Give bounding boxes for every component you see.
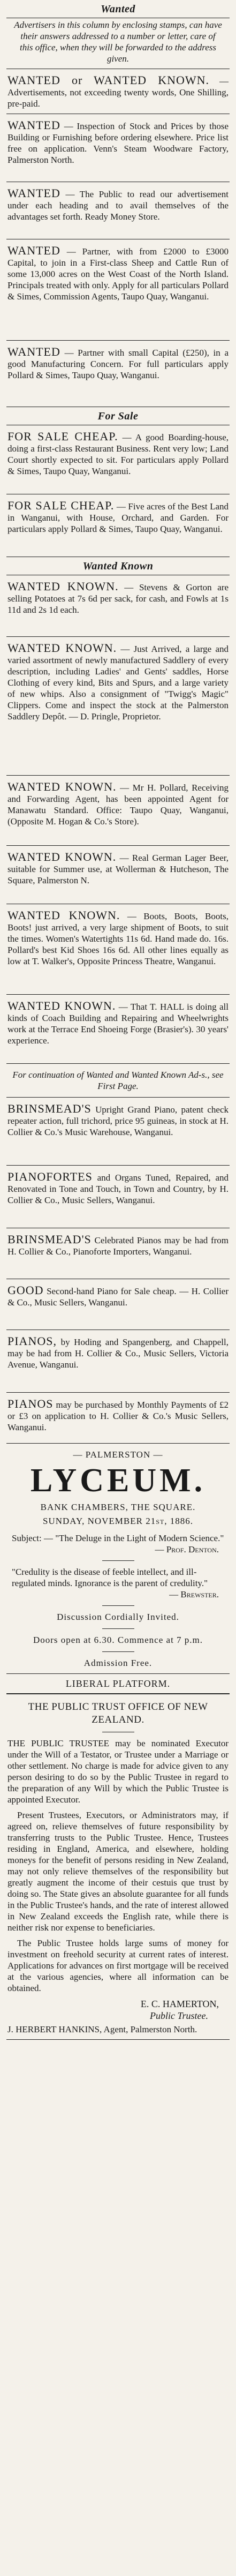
ad-wanted-known bbox=[6, 69, 230, 114]
ad-body: — Mr H. Pollard, Receiving and Forwarding Agent, has been appointed Agent for Manawatu Standard. Office: Taupo Quay, Wanganui, (Opposite M. Hogan & Co.'s Store). bbox=[7, 783, 229, 827]
public-trust-para-3: The Public Trustee holds large sums of money for investment on freehold security at current rates of interest. Applications for advances on first mortgage will be received at the various agencies, where all information can be obtained. bbox=[7, 1938, 229, 1993]
ad-body: — Real German Lager Beer, suitable for Summer use, at Wollerman & Hutcheson, The Square, Palmerston N. bbox=[7, 853, 229, 885]
ad-lead: FOR SALE CHEAP. bbox=[7, 430, 118, 443]
section-heading-wanted: Wanted bbox=[6, 0, 230, 18]
ad-body: — Just Arrived, a large and varied assortment of newly manufactured Saddlery of every description, including Ladies' and Gents' saddles, Horse Clothing of every kind, Bits and Spurs, and a large variety of new whips. Also a consignment of "Twigg's Magic" Clippers. Come and inspect the stock at the Palmerston Saddlery Depôt. — D. Pringle, Proprietor. bbox=[7, 644, 229, 722]
ad-lead: WANTED bbox=[7, 118, 60, 132]
ad-body: — Inspection of Stock and Prices by those Building or Furnishing before ordering elsewhere. Price list free on application. Venn's Steam Woodware Factory, Palmerston North. bbox=[7, 121, 229, 165]
ad-wk-potatoes bbox=[6, 575, 230, 637]
lyceum-quote-attr: — Brewster. bbox=[169, 1589, 219, 1599]
ad-lead: PIANOS bbox=[7, 1397, 54, 1410]
lyceum-quote-text: "Credulity is the disease of feeble intellect, and ill-regulated minds. Ignorance is the parent of credulity." bbox=[12, 1567, 208, 1588]
ad-lead: BRINSMEAD'S bbox=[7, 1102, 92, 1115]
ad-lead: WANTED bbox=[7, 244, 60, 257]
ad-lead: WANTED KNOWN. bbox=[7, 641, 117, 655]
ad-wk-lager bbox=[6, 846, 230, 904]
ad-wk-hall bbox=[6, 995, 230, 1064]
lyceum-discussion: Discussion Cordially Invited. bbox=[57, 1612, 179, 1622]
public-trust-agent: J. HERBERT HANKINS, Agent, Palmerston North. bbox=[6, 2022, 230, 2040]
divider bbox=[102, 1651, 134, 1652]
lyceum-quote bbox=[6, 1564, 230, 1602]
divider bbox=[102, 1628, 134, 1629]
ad-pianos-hoding bbox=[6, 1330, 230, 1393]
public-trust-notice bbox=[6, 1694, 230, 2040]
lyceum-town: — PALMERSTON — bbox=[73, 1450, 163, 1460]
ad-for-sale-boarding bbox=[6, 425, 230, 494]
ad-lead: WANTED bbox=[7, 186, 60, 200]
ad-piano-second-hand bbox=[6, 1279, 230, 1330]
ad-body: by Hoding and Spangenberg, and Chappell, may be had from H. Collier & Co., Music Sellers, Victoria Avenue, Wanganui. bbox=[7, 1337, 229, 1370]
public-trust-para-1: THE PUBLIC TRUSTEE may be nominated Executor under the Will of a Testator, or Trustee under a Marriage or other settlement. No charge is made for advice given to any person desiring to do so by the Public Trustee in regard to the preparation of any Will by which the Public Trustee is appointed Executor. bbox=[7, 1738, 229, 1805]
ad-body: Second-hand Piano for Sale cheap. — H. Collier & Co., Music Sellers, Wanganui. bbox=[7, 1286, 229, 1308]
ad-piano-brinsmead-celebrated bbox=[6, 1228, 230, 1279]
ad-lead: WANTED KNOWN. bbox=[7, 780, 117, 793]
ad-wk-pollard bbox=[6, 776, 230, 846]
ad-body: may be purchased by Monthly Payments of £2 or £3 on application to H. Collier & Co.'s Music Sellers, Wanganui. bbox=[7, 1400, 229, 1432]
ad-lead: GOOD bbox=[7, 1283, 44, 1297]
ad-wanted-inspection bbox=[6, 114, 230, 182]
public-trust-sig-title: Public Trustee. bbox=[150, 2010, 208, 2021]
lyceum-venue: BANK CHAMBERS, THE SQUARE. bbox=[40, 1502, 196, 1512]
lyceum-subject-attr: — Prof. Denton. bbox=[155, 1544, 219, 1554]
ad-body: — That T. HALL is doing all kinds of Coach Building and Repairing and Wheelwrights work at the Terrace End Shoeing Forge (Brasier's). 30 years' experience. bbox=[7, 1002, 229, 1046]
divider bbox=[102, 1605, 134, 1606]
divider bbox=[102, 1560, 134, 1561]
ad-wanted-partner-large bbox=[6, 239, 230, 341]
ad-lead: WANTED KNOWN. bbox=[7, 580, 119, 593]
ad-pianofortes-tuned bbox=[6, 1166, 230, 1228]
ad-body: — Advertisements, not exceeding twenty words, One Shilling, pre-paid. bbox=[7, 76, 229, 109]
ad-lead: PIANOFORTES bbox=[7, 1170, 93, 1183]
public-trust-para-2: Present Trustees, Executors, or Administrators may, if agreed on, relieve themselves of future responsibility by transferring trusts to the Public Trustee. Hence, Trustees residing in England, America, and elsewhere, holding moneys for the benefit of persons residing in New Zealand, may not only relieve themselves of the responsibility but greatly augment the income of their cestuis que trust by doing so. The State gives an absolute guarantee for all funds in the Public Trustee's hands, and the rate of interest allowed in New Zealand exceeds the English rate, while there is neither risk nor expense to beneficiaries. bbox=[7, 1810, 229, 1933]
section-heading-for-sale: For Sale bbox=[6, 407, 230, 425]
ad-body: Upright Grand Piano, patent check repeater action, full trichord, price 95 guineas, in stock at H. Collier & Co.'s Music Warehouse, Wanganui. bbox=[7, 1105, 229, 1137]
wanted-intro: Advertisers in this column by enclosing stamps, can have their answers addressed to a number or letter, care of this office, when they will be forwarded to the address given. bbox=[6, 18, 230, 69]
public-trust-signature: E. C. HAMERTON, bbox=[140, 1999, 219, 2009]
ad-piano-brinsmead-upright bbox=[6, 1098, 230, 1166]
ad-lead: PIANOS, bbox=[7, 1334, 57, 1348]
ad-body: — Five acres of the Best Land in Wanganui, with House, Orchard, and Garden. For particulars apply Pollard & Simes, Taupo Quay, Wanganui. bbox=[7, 501, 229, 534]
ad-body: — Stevens & Gorton are selling Potatoes at 7s 6d per sack, for cash, and Fowls at 1s 11d and 2s 1d each. bbox=[7, 582, 229, 615]
public-trust-title: THE PUBLIC TRUST OFFICE OF NEW ZEALAND. bbox=[28, 1701, 208, 1725]
ad-body: — Partner with small Capital (£250), in a good Manufacturing Concern. For full particulars apply Pollard & Simes, Taupo Quay, Wanganui. bbox=[7, 348, 229, 380]
ad-lead: WANTED KNOWN. bbox=[7, 850, 117, 863]
ad-body: and Organs Tuned, Repaired, and Renovated in Tone and Touch, in Town and Country, by H. Collier & Co., Music Sellers, Wanganui. bbox=[7, 1173, 229, 1205]
ad-body: — Boots, Boots, Boots, Boots! just arrived, a very large shipment of Boots, to suit the times. Women's Watertights 11s 6d. Hand made do. 16s. Pollard's best Kid Shoes 16s 6d. All other lines equally as low at T. Walker's, Opposite Princess Theatre, Wanganui. bbox=[7, 911, 229, 966]
lyceum-admission: Admission Free. bbox=[83, 1658, 153, 1668]
ad-lead: WANTED KNOWN. bbox=[7, 999, 116, 1012]
ad-lead: WANTED KNOWN. bbox=[7, 908, 120, 922]
ad-body: Celebrated Pianos may be had from H. Collier & Co., Pianoforte Importers, Wanganui. bbox=[7, 1235, 229, 1257]
ad-wanted-partner-small bbox=[6, 341, 230, 407]
ad-wk-saddlery bbox=[6, 637, 230, 776]
ad-lead: FOR SALE CHEAP. bbox=[7, 499, 115, 512]
lyceum-platform: LIBERAL PLATFORM. bbox=[6, 1673, 230, 1694]
newspaper-column bbox=[6, 0, 230, 2040]
ad-lead: WANTED bbox=[7, 345, 60, 358]
ad-lead: WANTED or WANTED KNOWN. bbox=[7, 73, 210, 87]
section-heading-wanted-known: Wanted Known bbox=[6, 557, 230, 575]
lyceum-notice bbox=[6, 1444, 230, 1694]
ad-body: — The Public to read our advertisement under each heading and to avail themselves of the advantages set forth. Ready Money Store. bbox=[7, 189, 229, 222]
ad-body: — A good Boarding-house, doing a first-class Restaurant Business. Rent very low; Land Court shortly expected to sit. For particulars apply Pollard & Simes, Taupo Quay, Wanganui. bbox=[7, 432, 229, 476]
lyceum-doors: Doors open at 6.30. Commence at 7 p.m. bbox=[33, 1635, 203, 1645]
wanted-known-continuation-note: For continuation of Wanted and Wanted Known Ad-s., see First Page. bbox=[6, 1064, 230, 1098]
ad-pianos-monthly bbox=[6, 1393, 230, 1444]
ad-lead: BRINSMEAD'S bbox=[7, 1233, 92, 1246]
ad-for-sale-land bbox=[6, 494, 230, 557]
ad-wanted-public bbox=[6, 182, 230, 239]
lyceum-subject bbox=[6, 1530, 230, 1557]
ad-body: — Partner, with from £2000 to £3000 Capital, to join in a First-class Sheep and Cattle Run of some 13,000 acres on the West Coast of the North Island. Principals treated with only. Apply for all particulars Pollard & Simes, Commission Agents, Taupo Quay, Wanganui. bbox=[7, 246, 229, 302]
lyceum-date: SUNDAY, NOVEMBER 21st, 1886. bbox=[43, 1516, 193, 1526]
lyceum-title: LYCEUM. bbox=[30, 1462, 206, 1499]
lyceum-subject-text: Subject: — "The Deluge in the Light of Modern Science." bbox=[12, 1533, 224, 1543]
ad-wk-boots bbox=[6, 904, 230, 995]
